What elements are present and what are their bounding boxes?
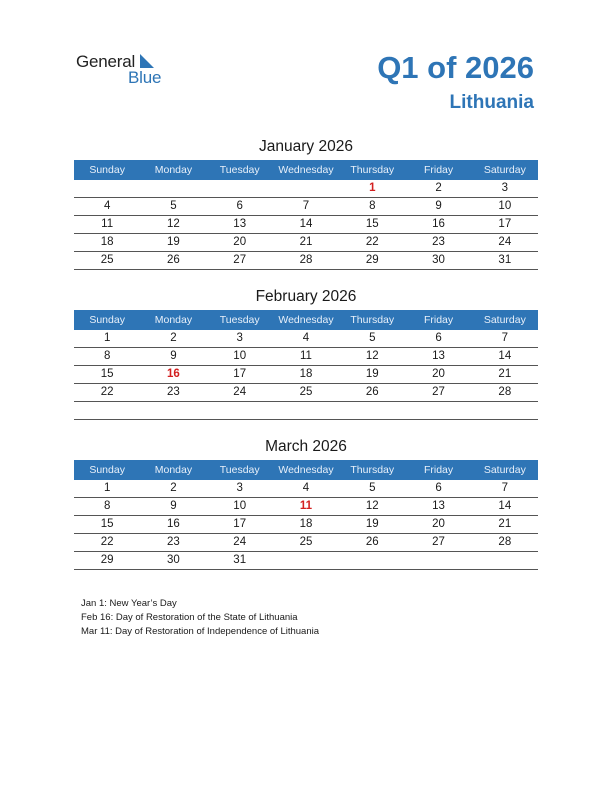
weekday-label: Wednesday bbox=[278, 164, 334, 176]
day-cell: 25 bbox=[299, 386, 313, 398]
weekday-label: Tuesday bbox=[219, 314, 260, 326]
weekday-label: Friday bbox=[423, 314, 454, 326]
day-cell: 27 bbox=[432, 386, 445, 398]
weekday-label: Saturday bbox=[483, 464, 526, 476]
day-cell: 18 bbox=[299, 368, 313, 380]
day-cell: 25 bbox=[100, 254, 114, 266]
day-cell: 15 bbox=[100, 368, 114, 380]
day-cell: 24 bbox=[233, 536, 247, 548]
day-cell: 27 bbox=[233, 254, 247, 266]
day-cell: 22 bbox=[100, 536, 114, 548]
day-cell bbox=[273, 552, 339, 569]
day-cell bbox=[140, 180, 206, 197]
holiday-day-cell: 16 bbox=[167, 368, 180, 380]
day-cell bbox=[339, 552, 405, 569]
logo-text-blue: Blue bbox=[128, 68, 162, 87]
day-cell bbox=[207, 180, 273, 197]
day-cell: 10 bbox=[233, 350, 247, 362]
week-row bbox=[74, 534, 538, 552]
week-row bbox=[74, 348, 538, 366]
page-title: Q1 of 2026 bbox=[377, 50, 534, 85]
day-cell bbox=[273, 402, 339, 419]
day-cell: 17 bbox=[498, 218, 512, 230]
weekday-header bbox=[74, 160, 538, 180]
weekday-label: Friday bbox=[423, 464, 454, 476]
day-cell bbox=[273, 180, 339, 197]
day-cell: 28 bbox=[498, 536, 512, 548]
day-cell: 21 bbox=[498, 518, 512, 530]
month-title: February 2026 bbox=[255, 288, 357, 305]
day-cell: 9 bbox=[170, 350, 177, 362]
day-cell: 20 bbox=[432, 518, 445, 530]
day-cell: 12 bbox=[365, 500, 379, 512]
weekday-label: Tuesday bbox=[219, 464, 260, 476]
week-row bbox=[74, 384, 538, 402]
day-cell: 4 bbox=[103, 200, 111, 212]
day-cell bbox=[74, 402, 140, 419]
day-cell: 11 bbox=[300, 350, 312, 362]
day-cell: 4 bbox=[302, 482, 310, 494]
day-cell: 1 bbox=[103, 332, 111, 344]
holiday-note: Mar 11: Day of Restoration of Independence of Lithuania bbox=[81, 626, 320, 637]
day-cell: 8 bbox=[103, 500, 111, 512]
day-cell: 1 bbox=[103, 482, 111, 494]
day-cell: 15 bbox=[365, 218, 379, 230]
weekday-label: Monday bbox=[154, 164, 193, 176]
day-cell bbox=[74, 180, 140, 197]
week-row bbox=[74, 198, 538, 216]
day-cell: 17 bbox=[233, 518, 247, 530]
day-cell: 8 bbox=[103, 350, 111, 362]
day-cell bbox=[140, 402, 206, 419]
brand-logo bbox=[76, 52, 176, 92]
day-cell: 22 bbox=[100, 386, 114, 398]
day-cell: 17 bbox=[233, 368, 247, 380]
weekday-label: Monday bbox=[154, 314, 193, 326]
day-cell: 18 bbox=[100, 236, 114, 248]
month-calendar-february bbox=[74, 287, 538, 420]
day-cell: 5 bbox=[369, 482, 376, 494]
day-cell: 3 bbox=[501, 182, 509, 194]
day-cell: 5 bbox=[170, 200, 177, 212]
day-cell: 6 bbox=[435, 482, 442, 494]
month-calendar-march bbox=[74, 437, 538, 570]
day-cell bbox=[207, 402, 273, 419]
day-cell: 15 bbox=[100, 518, 114, 530]
week-row bbox=[74, 366, 538, 384]
day-cell: 28 bbox=[498, 386, 512, 398]
weekday-label: Thursday bbox=[350, 164, 395, 176]
weekday-label: Tuesday bbox=[219, 164, 260, 176]
day-cell bbox=[405, 552, 471, 569]
day-cell: 30 bbox=[167, 554, 180, 566]
holiday-note: Feb 16: Day of Restoration of the State of Lithuania bbox=[81, 612, 298, 623]
day-cell: 16 bbox=[167, 518, 180, 530]
day-cell: 31 bbox=[498, 254, 512, 266]
week-row bbox=[74, 516, 538, 534]
day-cell: 20 bbox=[432, 368, 445, 380]
day-cell: 11 bbox=[101, 218, 114, 230]
day-cell: 7 bbox=[501, 332, 509, 344]
day-cell: 13 bbox=[432, 350, 445, 362]
holiday-day-cell: 11 bbox=[299, 500, 313, 512]
day-cell: 24 bbox=[498, 236, 512, 248]
day-cell: 8 bbox=[369, 200, 376, 212]
weekday-header bbox=[74, 460, 538, 480]
day-cell: 23 bbox=[167, 386, 180, 398]
country-subtitle: Lithuania bbox=[449, 92, 534, 113]
day-cell: 26 bbox=[365, 386, 379, 398]
holiday-day-cell: 1 bbox=[369, 182, 376, 194]
week-row bbox=[74, 402, 538, 420]
day-cell: 13 bbox=[233, 218, 247, 230]
day-cell: 16 bbox=[432, 218, 445, 230]
day-cell: 10 bbox=[498, 200, 512, 212]
weekday-label: Friday bbox=[423, 164, 454, 176]
day-cell: 24 bbox=[233, 386, 247, 398]
day-cell: 19 bbox=[365, 518, 379, 530]
weekday-header bbox=[74, 310, 538, 330]
day-cell: 3 bbox=[236, 482, 243, 494]
logo-text-general: General bbox=[76, 52, 136, 71]
weekday-label: Sunday bbox=[89, 164, 125, 176]
day-cell: 21 bbox=[299, 236, 313, 248]
day-cell: 5 bbox=[369, 332, 376, 344]
day-cell: 3 bbox=[236, 332, 243, 344]
weekday-label: Wednesday bbox=[278, 464, 334, 476]
day-cell: 23 bbox=[167, 536, 180, 548]
week-row bbox=[74, 498, 538, 516]
day-cell bbox=[472, 552, 538, 569]
day-cell: 22 bbox=[365, 236, 379, 248]
day-cell: 28 bbox=[299, 254, 313, 266]
day-cell: 10 bbox=[233, 500, 247, 512]
week-row bbox=[74, 552, 538, 570]
week-row bbox=[74, 234, 538, 252]
day-cell: 12 bbox=[167, 218, 180, 230]
weekday-label: Thursday bbox=[350, 314, 395, 326]
day-cell: 21 bbox=[498, 368, 512, 380]
week-row bbox=[74, 180, 538, 198]
day-cell: 31 bbox=[233, 554, 247, 566]
day-cell: 7 bbox=[501, 482, 509, 494]
day-cell: 23 bbox=[432, 236, 445, 248]
day-cell: 14 bbox=[498, 350, 512, 362]
day-cell: 2 bbox=[170, 482, 177, 494]
weekday-label: Saturday bbox=[483, 164, 526, 176]
month-calendar-january bbox=[74, 137, 538, 270]
holiday-notes bbox=[81, 597, 319, 639]
week-row bbox=[74, 216, 538, 234]
day-cell: 12 bbox=[365, 350, 379, 362]
month-title: January 2026 bbox=[259, 138, 353, 155]
day-cell: 19 bbox=[167, 236, 180, 248]
month-title: March 2026 bbox=[265, 438, 347, 455]
weekday-label: Saturday bbox=[483, 314, 526, 326]
weekday-label: Monday bbox=[154, 464, 193, 476]
weekday-label: Wednesday bbox=[278, 314, 334, 326]
day-cell bbox=[405, 402, 471, 419]
day-cell: 14 bbox=[299, 218, 313, 230]
week-row bbox=[74, 252, 538, 270]
day-cell bbox=[339, 402, 405, 419]
weekday-label: Thursday bbox=[350, 464, 395, 476]
day-cell: 9 bbox=[170, 500, 177, 512]
day-cell: 2 bbox=[435, 182, 442, 194]
day-cell: 25 bbox=[299, 536, 313, 548]
day-cell: 7 bbox=[302, 200, 310, 212]
day-cell: 4 bbox=[302, 332, 310, 344]
week-row bbox=[74, 330, 538, 348]
day-cell bbox=[472, 402, 538, 419]
holiday-note: Jan 1: New Year’s Day bbox=[81, 598, 177, 609]
day-cell: 13 bbox=[432, 500, 445, 512]
day-cell: 19 bbox=[365, 368, 379, 380]
day-cell: 20 bbox=[233, 236, 247, 248]
weekday-label: Sunday bbox=[89, 464, 125, 476]
day-cell: 6 bbox=[236, 200, 243, 212]
day-cell: 26 bbox=[167, 254, 180, 266]
week-row bbox=[74, 480, 538, 498]
day-cell: 27 bbox=[432, 536, 445, 548]
day-cell: 9 bbox=[435, 200, 442, 212]
day-cell: 29 bbox=[100, 554, 114, 566]
day-cell: 2 bbox=[170, 332, 177, 344]
day-cell: 30 bbox=[432, 254, 445, 266]
day-cell: 26 bbox=[365, 536, 379, 548]
day-cell: 18 bbox=[299, 518, 313, 530]
weekday-label: Sunday bbox=[89, 314, 125, 326]
day-cell: 14 bbox=[498, 500, 512, 512]
day-cell: 29 bbox=[365, 254, 379, 266]
day-cell: 6 bbox=[435, 332, 442, 344]
logo-triangle-icon bbox=[140, 54, 154, 68]
